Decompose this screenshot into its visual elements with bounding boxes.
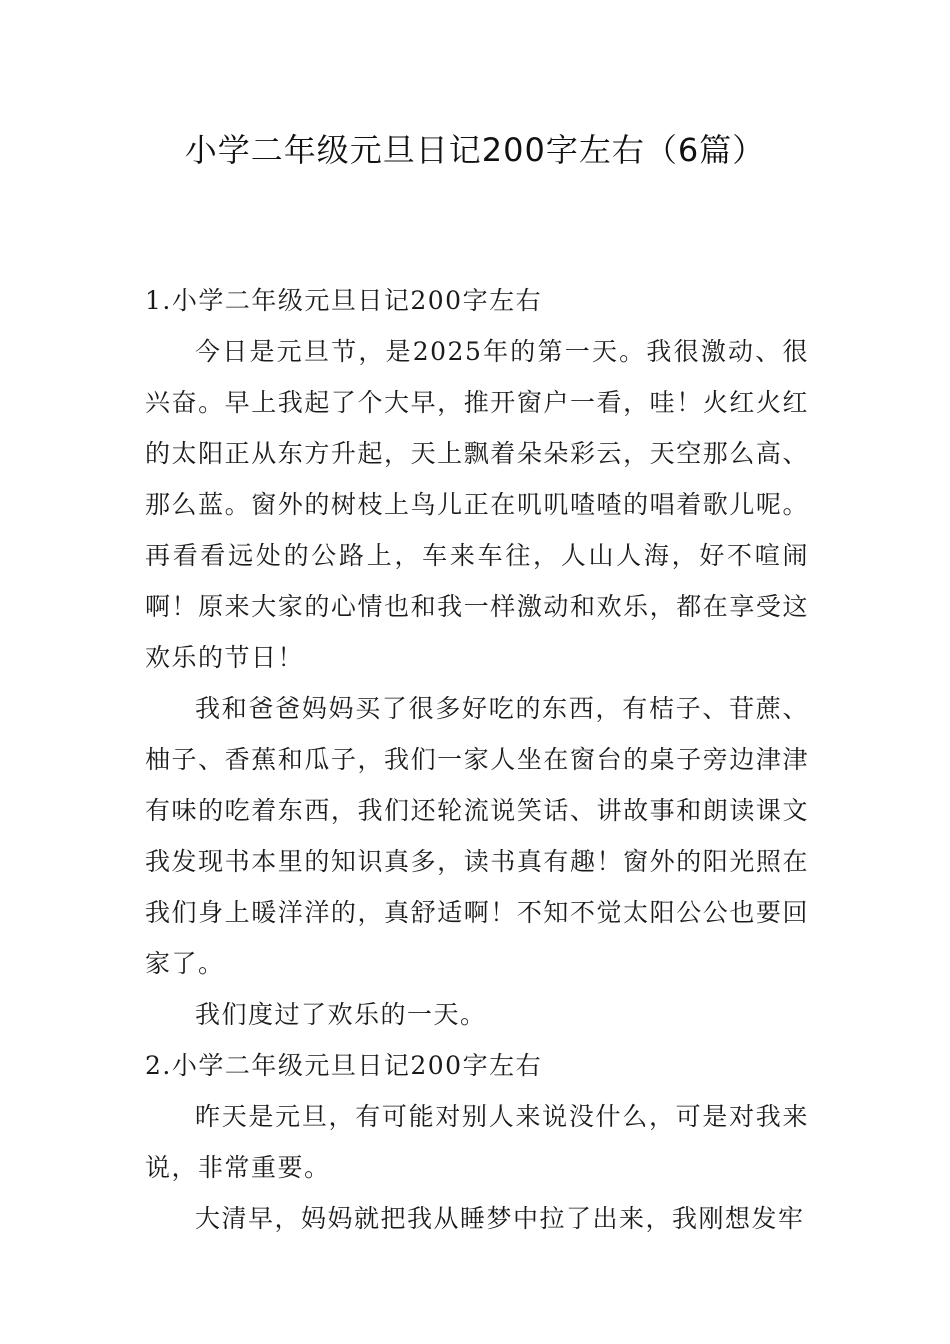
section-heading: 2.小学二年级元旦日记200字左右 [145, 1051, 543, 1080]
paragraph: 我们度过了欢乐的一天。 [195, 1000, 487, 1029]
diary-section-2 [145, 1040, 809, 1244]
paragraph: 今日是元旦节，是2025年的第一天。我很激动、很兴奋。早上我起了个大早，推开窗户一看，哇！火红火红的太阳正从东方升起，天上飘着朵朵彩云，天空那么高、那么蓝。窗外的树枝上鸟儿正在叽叽喳喳的唱着歌儿呢。再看看远处的公路上，车来车往，人山人海，好不喧闹啊！原来大家的心情也和我一样激动和欢乐，都在享受这欢乐的节日！ [145, 337, 809, 672]
paragraph: 大清早，妈妈就把我从睡梦中拉了出来，我刚想发牢 [195, 1204, 805, 1233]
paragraph: 昨天是元旦，有可能对别人来说没什么，可是对我来说，非常重要。 [145, 1102, 809, 1182]
section-heading: 1.小学二年级元旦日记200字左右 [145, 286, 543, 315]
document-body [145, 275, 809, 1244]
diary-section-1 [145, 275, 809, 1040]
paragraph: 我和爸爸妈妈买了很多好吃的东西，有桔子、苷蔗、柚子、香蕉和瓜子，我们一家人坐在窗台的桌子旁边津津有味的吃着东西，我们还轮流说笑话、讲故事和朗读课文我发现书本里的知识真多，读书真有趣！窗外的阳光照在我们身上暖洋洋的，真舒适啊！不知不觉太阳公公也要回家了。 [145, 694, 809, 978]
document-title: 小学二年级元旦日记200字左右（6篇） [184, 131, 766, 169]
